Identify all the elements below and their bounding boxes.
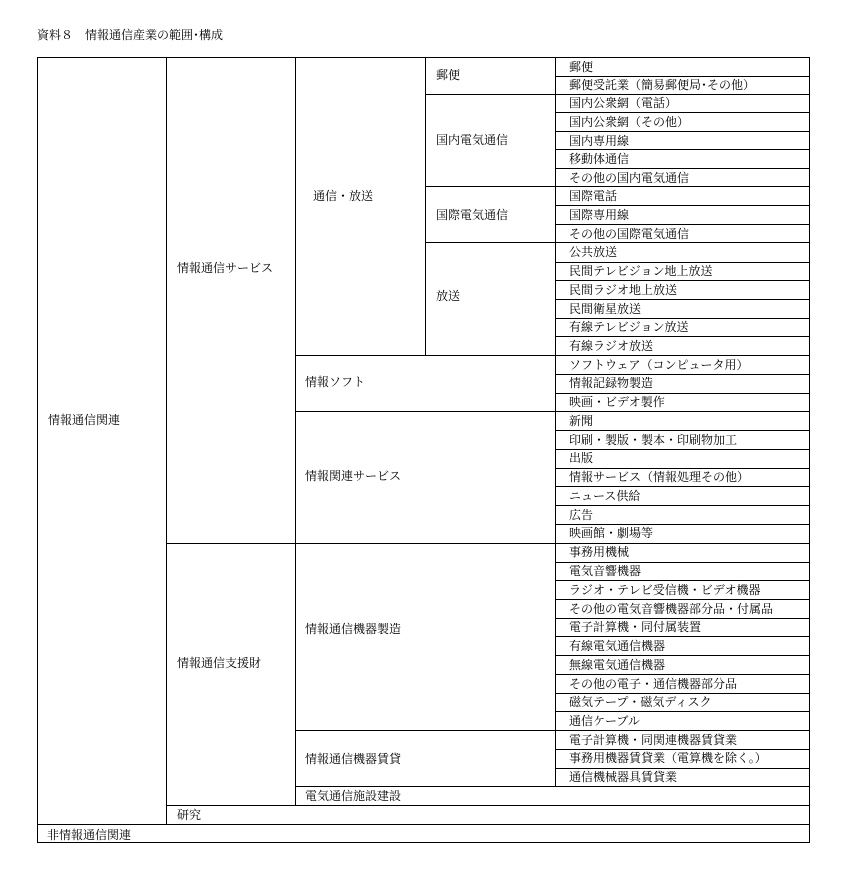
list-item: 情報記録物製造 — [569, 376, 654, 390]
table-frame — [37, 57, 810, 843]
list-item: 無線電気通信機器 — [569, 658, 666, 672]
list-item: 通信機械器具賃貸業 — [569, 770, 678, 784]
list-item: 事務用機械 — [569, 545, 630, 559]
category-postal: 郵便 — [436, 68, 461, 82]
category-telecom-facility-construction: 電気通信施設建設 — [305, 789, 402, 803]
list-item: 映画・ビデオ製作 — [569, 395, 665, 409]
list-item: 国内公衆網（その他） — [569, 115, 690, 129]
list-item: 新聞 — [569, 414, 594, 428]
document-title: 資料８ 情報通信産業の範囲･構成 — [37, 28, 224, 42]
list-item: 国際専用線 — [569, 208, 630, 222]
list-item: 電子計算機・同関連機器賃貸業 — [569, 733, 738, 747]
list-item: 出版 — [569, 451, 594, 465]
list-item: 映画館・劇場等 — [569, 526, 654, 540]
category-info-software: 情報ソフト — [305, 375, 366, 389]
category-equipment-leasing: 情報通信機器賃貸 — [305, 752, 402, 766]
list-item: その他の電気音響機器部分品・付属品 — [569, 602, 774, 616]
list-item: 磁気テープ・磁気ディスク — [569, 695, 712, 709]
list-item: 国内専用線 — [569, 134, 630, 148]
list-item: 広告 — [569, 508, 594, 522]
list-item: 情報サービス（情報処理その他） — [569, 470, 750, 484]
list-item: 電子計算機・同付属装置 — [569, 620, 702, 634]
category-research: 研究 — [177, 808, 202, 822]
list-item: ラジオ・テレビ受信機・ビデオ機器 — [569, 583, 761, 597]
list-item: ソフトウェア（コンピュータ用） — [569, 358, 749, 372]
list-item: 公共放送 — [569, 245, 618, 259]
list-item: ニュース供給 — [569, 489, 641, 503]
category-broadcasting: 放送 — [436, 289, 461, 303]
list-item: 国際電話 — [569, 189, 618, 203]
list-item: 有線電気通信機器 — [569, 639, 666, 653]
list-item: 印刷・製版・製本・印刷物加工 — [569, 433, 738, 447]
category-info-comm-support-goods: 情報通信支援財 — [177, 656, 262, 670]
list-item: 電気音響機器 — [569, 564, 642, 578]
list-item: 通信ケーブル — [569, 714, 640, 728]
list-item: 有線テレビジョン放送 — [569, 320, 689, 334]
category-info-related-services: 情報関連サービス — [305, 469, 402, 483]
category-international-telecom: 国際電気通信 — [436, 208, 509, 222]
list-item: 郵便 — [569, 60, 594, 74]
list-item: 民間ラジオ地上放送 — [569, 283, 678, 297]
list-item: 民間テレビジョン地上放送 — [569, 264, 713, 278]
list-item: 郵便受託業（簡易郵便局･その他） — [569, 78, 756, 92]
list-item: その他の国際電気通信 — [569, 227, 690, 241]
list-item: 民間衛星放送 — [569, 302, 642, 316]
list-item: 有線ラジオ放送 — [569, 339, 654, 353]
category-equipment-manufacturing: 情報通信機器製造 — [305, 622, 402, 636]
category-communication-broadcasting: 通信・放送 — [313, 189, 374, 203]
list-item: その他の電子・通信機器部分品 — [569, 677, 738, 691]
list-item: 移動体通信 — [569, 152, 630, 166]
list-item: 国内公衆網（電話） — [569, 96, 678, 110]
category-info-comm-services: 情報通信サービス — [177, 261, 274, 275]
list-item: 事務用機器賃貸業（電算機を除く。） — [569, 751, 767, 765]
category-non-info-comm: 非情報通信関連 — [47, 828, 132, 842]
list-item: その他の国内電気通信 — [569, 171, 690, 185]
category-info-comm-related: 情報通信関連 — [48, 413, 121, 427]
category-domestic-telecom: 国内電気通信 — [436, 133, 509, 147]
